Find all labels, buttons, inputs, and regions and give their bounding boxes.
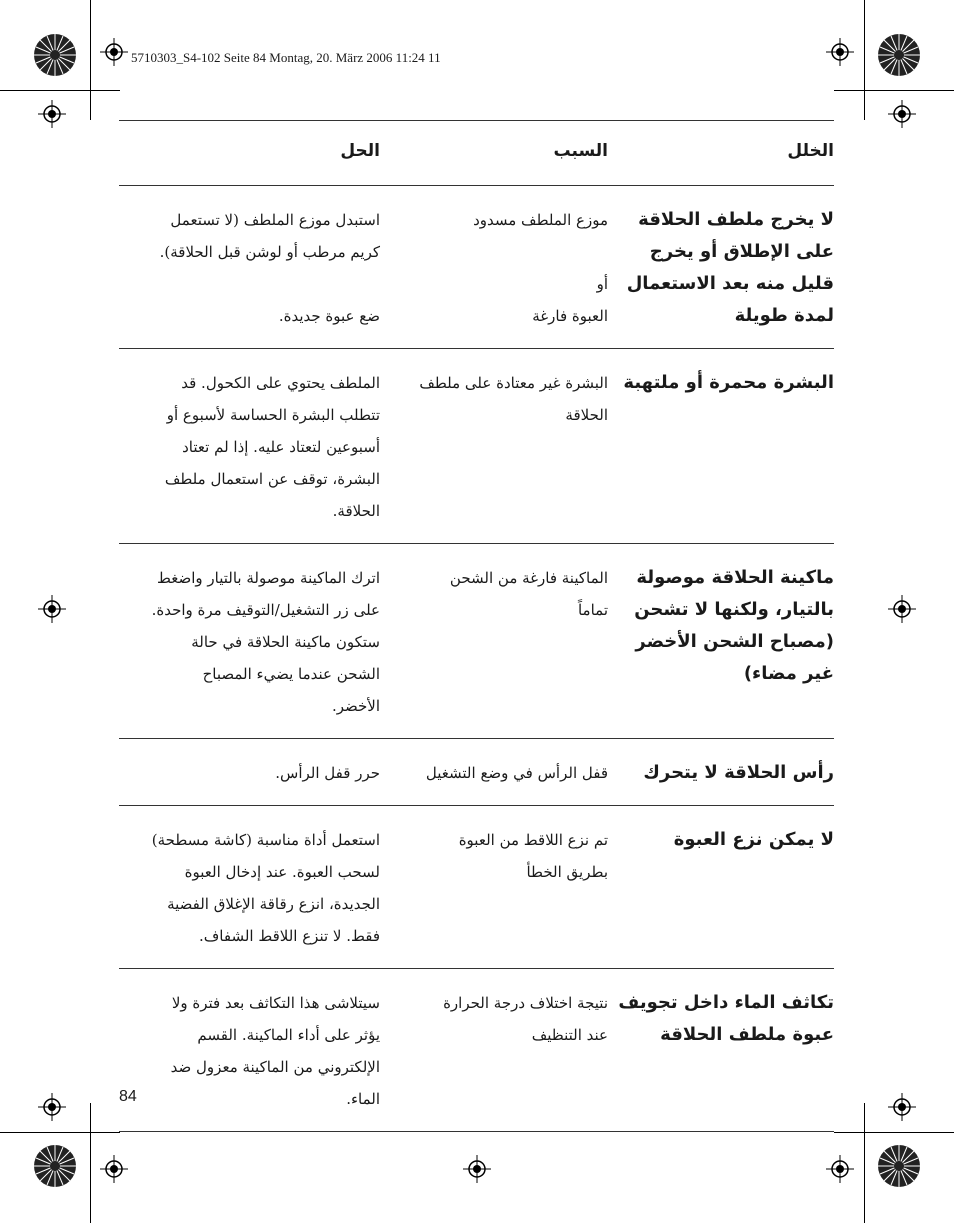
fault-line: لمدة طويلة bbox=[734, 305, 834, 326]
fix-line: لسحب العبوة. عند إدخال العبوة bbox=[184, 863, 380, 881]
table-row bbox=[119, 349, 834, 543]
table-header-row bbox=[119, 121, 834, 185]
fix-line: يؤثر على أداء الماكينة. القسم bbox=[197, 1026, 380, 1044]
fault-line: تكاثف الماء داخل تجويف bbox=[618, 992, 834, 1013]
fix-cell bbox=[119, 204, 380, 332]
fix-cell bbox=[119, 987, 380, 1115]
cause-line: الماكينة فارغة من الشحن bbox=[449, 569, 608, 587]
fault-cell bbox=[608, 824, 834, 952]
fault-line: لا يخرج ملطف الحلاقة bbox=[638, 209, 834, 230]
cause-line: موزع الملطف مسدود bbox=[473, 211, 608, 229]
cause-cell bbox=[380, 757, 608, 789]
fault-cell bbox=[608, 367, 834, 527]
cause-line: تم نزع اللاقط من العبوة bbox=[458, 831, 608, 849]
fix-line: الحلاقة. bbox=[332, 502, 380, 520]
table-row bbox=[119, 186, 834, 348]
table-row bbox=[119, 739, 834, 805]
fix-line: حرر قفل الرأس. bbox=[275, 764, 380, 782]
cause-cell bbox=[380, 824, 608, 952]
fix-cell bbox=[119, 367, 380, 527]
fault-line: ماكينة الحلاقة موصولة bbox=[636, 567, 834, 588]
table-row bbox=[119, 544, 834, 738]
cause-cell bbox=[380, 204, 608, 332]
cause-line: قفل الرأس في وضع التشغيل bbox=[425, 764, 608, 782]
fix-cell bbox=[119, 562, 380, 722]
fix-line: فقط. لا تنزع اللاقط الشفاف. bbox=[198, 927, 380, 945]
fix-line: الإلكتروني من الماكينة معزول ضد bbox=[170, 1058, 380, 1076]
cause-line: نتيجة اختلاف درجة الحرارة bbox=[443, 994, 608, 1012]
header-fix: الحل bbox=[340, 141, 380, 161]
fix-line: سيتلاشى هذا التكاثف بعد فترة ولا bbox=[171, 994, 380, 1012]
fix-line: على زر التشغيل/التوقيف مرة واحدة. bbox=[151, 601, 380, 619]
fault-cell bbox=[608, 204, 834, 332]
fault-line: رأس الحلاقة لا يتحرك bbox=[643, 762, 834, 783]
fix-line: ستكون ماكينة الحلاقة في حالة bbox=[191, 633, 380, 651]
fix-line: الأخضر. bbox=[331, 697, 380, 715]
fault-line: قليل منه بعد الاستعمال bbox=[626, 273, 834, 294]
cause-line: أو bbox=[596, 275, 608, 293]
cause-line: العبوة فارغة bbox=[532, 307, 608, 325]
fault-line: عبوة ملطف الحلاقة bbox=[660, 1024, 834, 1045]
cause-line: بطريق الخطأ bbox=[526, 863, 608, 881]
cause-line: تماماً bbox=[577, 601, 608, 619]
fault-line: غير مضاء) bbox=[743, 663, 834, 684]
fault-cell bbox=[608, 562, 834, 722]
fix-line: الجديدة، انزع رقاقة الإغلاق الفضية bbox=[167, 895, 380, 913]
fault-cell bbox=[608, 757, 834, 789]
cause-cell bbox=[380, 987, 608, 1115]
fault-line: بالتيار، ولكنها لا تشحن bbox=[634, 599, 834, 620]
cause-cell bbox=[380, 367, 608, 527]
fix-line: استعمل أداة مناسبة (كاشة مسطحة) bbox=[151, 831, 380, 849]
fix-line: الملطف يحتوي على الكحول. قد bbox=[181, 374, 380, 392]
print-slug: 5710303_S4-102 Seite 84 Montag, 20. März 2006 11:24 11 bbox=[131, 50, 441, 65]
fix-line: تتطلب البشرة الحساسة لأسبوع أو bbox=[166, 406, 380, 424]
fault-cell bbox=[608, 987, 834, 1115]
fix-line: ضع عبوة جديدة. bbox=[278, 307, 380, 325]
fault-line: لا يمكن نزع العبوة bbox=[673, 829, 834, 850]
fix-line: استبدل موزع الملطف (لا تستعمل bbox=[170, 211, 380, 229]
fix-line: الماء. bbox=[346, 1090, 380, 1108]
fault-line: (مصباح الشحن الأخضر bbox=[635, 631, 834, 652]
fix-line: أسبوعين لتعتاد عليه. إذا لم تعتاد bbox=[182, 438, 380, 456]
fault-line: على الإطلاق أو يخرج bbox=[649, 241, 834, 262]
header-cause: السبب bbox=[553, 141, 608, 161]
page-number: 84 bbox=[119, 1088, 137, 1105]
troubleshooting-table bbox=[119, 120, 834, 1132]
table-row bbox=[119, 969, 834, 1131]
fix-line: البشرة، توقف عن استعمال ملطف bbox=[164, 470, 380, 488]
cause-line: الحلاقة bbox=[565, 406, 608, 424]
table-row bbox=[119, 806, 834, 968]
fix-cell bbox=[119, 824, 380, 952]
cause-line: البشرة غير معتادة على ملطف bbox=[419, 374, 608, 392]
cause-cell bbox=[380, 562, 608, 722]
cause-line: عند التنظيف bbox=[531, 1026, 608, 1044]
fault-line: البشرة محمرة أو ملتهبة bbox=[623, 372, 834, 393]
header-fault: الخلل bbox=[787, 141, 834, 161]
fix-line: اترك الماكينة موصولة بالتيار واضغط bbox=[157, 569, 380, 587]
fix-cell bbox=[119, 757, 380, 789]
fix-line: كريم مرطب أو لوشن قبل الحلاقة). bbox=[159, 243, 380, 261]
table-rule-bottom bbox=[119, 1131, 834, 1132]
fix-line: الشحن عندما يضيء المصباح bbox=[202, 665, 380, 683]
